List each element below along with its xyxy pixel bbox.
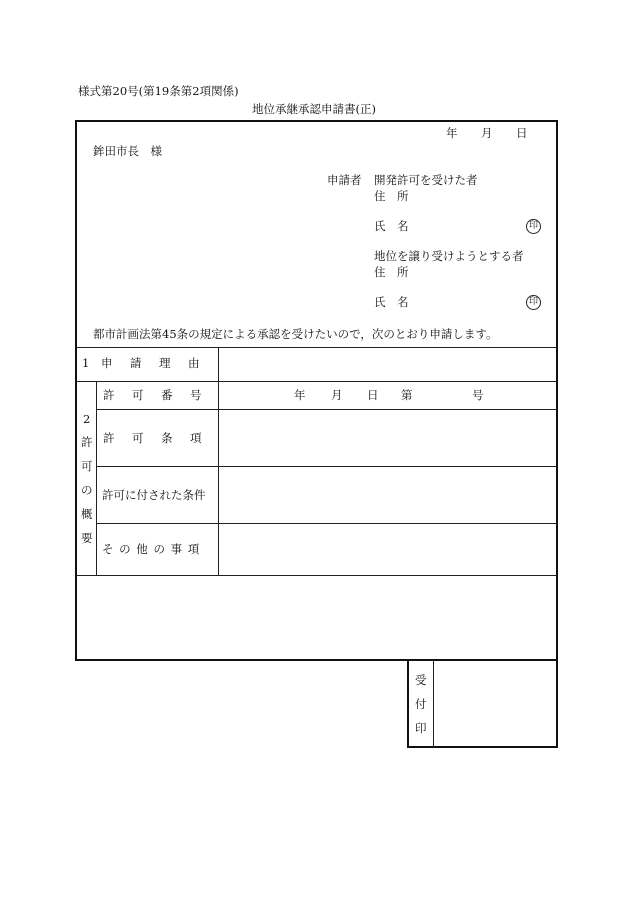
permit-year-label: 年	[294, 388, 306, 402]
permit-conditions-label: 許可に付された条件	[102, 488, 206, 502]
seal-icon-2: 印	[526, 295, 541, 310]
overview-label-char-5: 要	[81, 531, 93, 545]
overview-label-char-2: 可	[81, 459, 93, 473]
date-day-label: 日	[516, 126, 528, 140]
form-title: 地位承継承認申請書(正)	[252, 102, 376, 116]
addressee: 鉾田市長 様	[93, 144, 162, 158]
column-divider-label	[218, 347, 219, 575]
permit-number-label: 許 可 番 号	[103, 388, 205, 402]
receipt-label-char-3: 印	[415, 721, 427, 735]
original-holder-name-label: 氏 名	[374, 219, 409, 233]
original-holder-title: 開発許可を受けた者	[374, 173, 478, 187]
receipt-stamp-box	[407, 659, 558, 748]
row-divider-overview-bottom	[76, 575, 557, 576]
seal-icon: 印	[526, 219, 541, 234]
permit-go-label: 号	[472, 388, 484, 402]
permit-month-label: 月	[331, 388, 343, 402]
other-matters-label: そ の 他 の 事 項	[102, 542, 201, 556]
row-divider-permit-clause	[96, 466, 557, 467]
permit-dai-label: 第	[401, 388, 413, 402]
permit-day-label: 日	[367, 388, 379, 402]
row-divider-conditions	[96, 523, 557, 524]
form-number: 様式第20号(第19条第2項関係)	[78, 84, 239, 98]
successor-name-label: 氏 名	[374, 295, 409, 309]
row-divider-reason-bottom	[76, 381, 557, 382]
permit-clause-label: 許 可 条 項	[103, 431, 205, 445]
reason-label: 申 請 理 由	[101, 356, 203, 370]
date-year-label: 年	[446, 126, 458, 140]
receipt-label-char-1: 受	[415, 673, 427, 687]
original-holder-address-label: 住 所	[374, 189, 409, 203]
reason-number: 1	[82, 356, 90, 370]
receipt-label-char-2: 付	[415, 697, 427, 711]
row-divider-reason-top	[76, 347, 557, 348]
overview-label-char-3: の	[81, 483, 93, 497]
overview-label-char-1: 許	[81, 435, 93, 449]
successor-title: 地位を譲り受けようとする者	[374, 249, 524, 263]
receipt-divider	[433, 660, 434, 747]
applicant-label: 申請者	[327, 173, 362, 187]
successor-address-label: 住 所	[374, 265, 409, 279]
date-month-label: 月	[481, 126, 493, 140]
row-divider-permit-number	[96, 409, 557, 410]
overview-number: 2	[83, 412, 91, 426]
application-statement: 都市計画法第45条の規定による承認を受けたいので，次のとおり申請します。	[93, 327, 498, 341]
column-divider-overview	[96, 381, 97, 575]
overview-label-char-4: 概	[81, 507, 93, 521]
